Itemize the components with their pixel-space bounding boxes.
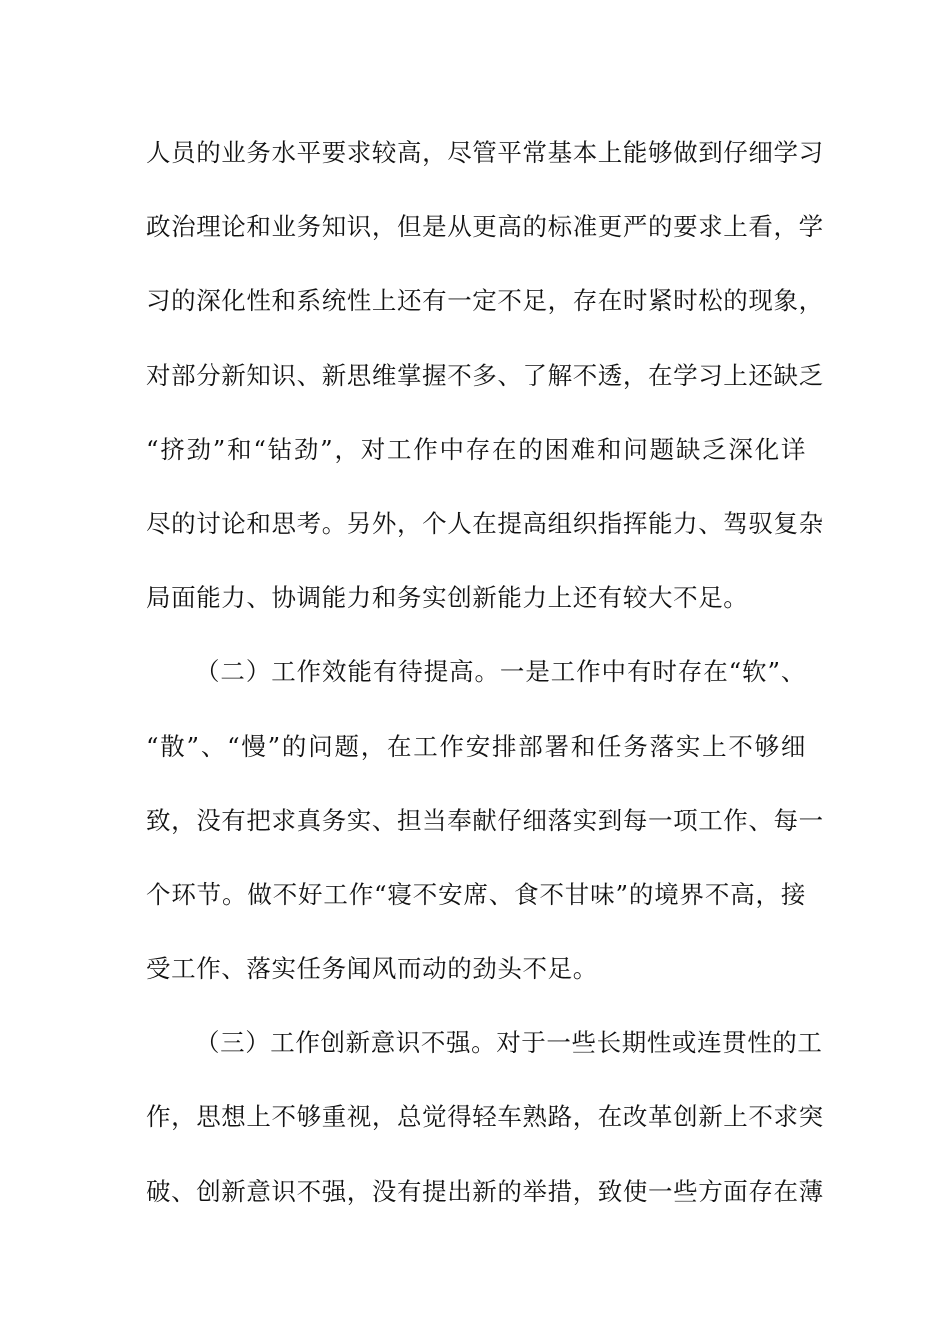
text-line: 尽的讨论和思考。另外，个人在提高组织指挥能力、驾驭复杂 <box>146 508 824 538</box>
text-line: “散”、“慢”的问题，在工作安排部署和任务落实上不够细 <box>146 731 806 761</box>
text-line: 破、创新意识不强，没有提出新的举措，致使一些方面存在薄 <box>146 1176 824 1206</box>
text-line: “挤劲”和“钻劲”，对工作中存在的困难和问题缺乏深化详 <box>146 434 806 464</box>
text-line: 局面能力、协调能力和务实创新能力上还有较大不足。 <box>146 583 749 613</box>
text-line: 受工作、落实任务闻风而动的劲头不足。 <box>146 954 598 984</box>
text-line: 政治理论和业务知识，但是从更高的标准更严的要求上看，学 <box>146 212 824 242</box>
text-line: 人员的业务水平要求较高，尽管平常基本上能够做到仔细学习 <box>146 138 824 167</box>
section-heading-line: （二）工作效能有待提高。一是工作中有时存在“软”、 <box>195 657 806 687</box>
text-line: 致，没有把求真务实、担当奉献仔细落实到每一项工作、每一 <box>146 805 824 835</box>
text-line: 个环节。做不好工作“寝不安席、食不甘味”的境界不高，接 <box>146 879 806 909</box>
section-heading-line: （三）工作创新意识不强。对于一些长期性或连贯性的工 <box>195 1028 823 1058</box>
text-line: 习的深化性和系统性上还有一定不足，存在时紧时松的现象， <box>146 286 824 316</box>
text-line: 对部分新知识、新思维掌握不多、了解不透，在学习上还缺乏 <box>146 360 824 390</box>
text-line: 作，思想上不够重视，总觉得轻车熟路，在改革创新上不求突 <box>146 1102 824 1132</box>
body-text <box>146 133 824 1246</box>
